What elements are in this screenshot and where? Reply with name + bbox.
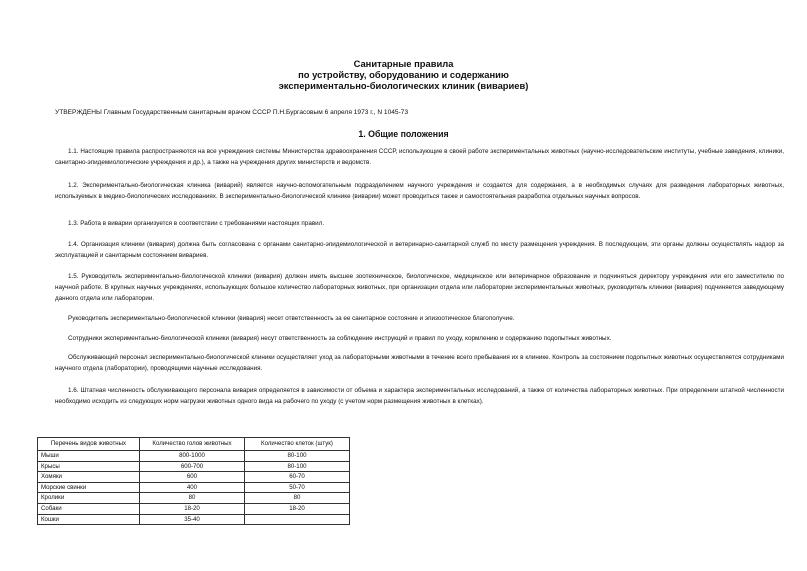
cell-cage-count: 80-100 <box>245 451 350 462</box>
cell-animal-count: 800-1000 <box>140 451 245 462</box>
cell-species: Собаки <box>38 503 140 514</box>
paragraph-service-personnel: Обслуживающий персонал экспериментально-биологической клиники осуществляет уход за лабораторными животными в течение всего пребывания их в клинике. Контроль за состоянием подопытных животных осуществляется сотрудниками научного отдела (лаборатории), проводящими научные исследования. <box>55 354 784 372</box>
animal-norms-table <box>37 437 350 525</box>
cell-species: Морские свинки <box>38 482 140 493</box>
cell-cage-count: 80 <box>245 493 350 504</box>
table-row <box>38 461 350 472</box>
section-title: 1. Общие положения <box>358 129 449 139</box>
cell-animal-count: 80 <box>140 493 245 504</box>
paragraph-staff-responsibility: Сотрудники экспериментально-биологической клиники (вивария) несут ответственность за соблюдение инструкций и правил по уходу, кормлению и содержанию подопытных животных. <box>68 335 612 342</box>
paragraph-1-3: 1.3. Работа в виварии организуется в соответствии с требованиями настоящих правил. <box>68 220 325 227</box>
cell-species: Крысы <box>38 461 140 472</box>
cell-animal-count: 18-20 <box>140 503 245 514</box>
paragraph-1-1: 1.1. Настоящие правила распространяются на все учреждения системы Министерства здравоохранения СССР, использующие в своей работе экспериментальных животных (научно-исследовательские институты, учебные заведения, клиники, санитарно-эпидемиологические учреждения и др.), а также на учреждения других министерств и ведомств. <box>55 148 784 166</box>
approval-line: УТВЕРЖДЕНЫ Главным Государственным санитарным врачом СССР П.Н.Бургасовым 6 апреля 1973 г., N 1045-73 <box>55 109 409 116</box>
cell-animal-count: 35-40 <box>140 514 245 525</box>
cell-species: Кошки <box>38 514 140 525</box>
paragraph-1-6: 1.6. Штатная численность обслуживающего персонала вивария определяется в зависимости от объема и характера экспериментальных исследований, а также от количества лабораторных животных. При определении штатной численности необходимо исходить из следующих норм нагрузки животных одного вида на рабочего по уходу (с учетом норм размещения животных в клетках). <box>55 387 784 405</box>
header-cage-count: Количество клеток (штук) <box>245 438 350 451</box>
paragraph-1-4: 1.4. Организация клиники (вивария) должна быть согласована с органами санитарно-эпидемиологической и ветеринарно-санитарной служб по месту размещения учреждения. В последующем, эти органы должны осуществлять надзор за эксплуатацией и санитарным состоянием вивариев. <box>55 241 784 259</box>
header-animal-count: Количество голов животных <box>140 438 245 451</box>
header-animal-species: Перечень видов животных <box>38 438 140 451</box>
document-title <box>0 58 807 91</box>
cell-cage-count: 60-70 <box>245 472 350 483</box>
title-line-1: Санитарные правила <box>353 58 454 69</box>
cell-animal-count: 600-700 <box>140 461 245 472</box>
paragraph-1-2: 1.2. Экспериментально-биологическая клиника (виварий) является научно-вспомогательным подразделением научного учреждения и создается для содержания, а в необходимых случаях для разведения лабораторных животных, используемых в медико-биологических исследованиях. В экспериментально-биологической клинике (виварии) может проводиться также и самостоятельная разработка отдельных научных вопросов. <box>55 182 784 200</box>
table-row <box>38 503 350 514</box>
cell-species: Хомяки <box>38 472 140 483</box>
cell-cage-count <box>245 514 350 525</box>
table-row <box>38 482 350 493</box>
table-row <box>38 493 350 504</box>
table-row <box>38 451 350 462</box>
cell-species: Кролики <box>38 493 140 504</box>
title-line-2: по устройству, оборудованию и содержанию <box>298 69 509 80</box>
title-line-3: экспериментально-биологических клиник (вивариев) <box>278 80 529 91</box>
paragraph-1-5: 1.5. Руководитель экспериментально-биологической клиники (вивария) должен иметь высшее зоотехническое, биологическое, медицинское или ветеринарное образование и подчиняться директору учреждения или его заместителю по научной работе. В крупных научных учреждениях, использующих большое количество лабораторных животных, при организации отдела или лаборатории экспериментальных животных, руководитель клиники (вивария) подчиняется заведующему данного отдела или лаборатории. <box>55 273 784 302</box>
paragraph-head-responsibility: Руководитель экспериментально-биологической клиники (вивария) несет ответственность за ее санитарное состояние и эпизоотическое благополучие. <box>68 315 515 322</box>
table-row <box>38 514 350 525</box>
table-header-row <box>38 438 350 451</box>
cell-animal-count: 600 <box>140 472 245 483</box>
cell-cage-count: 50-70 <box>245 482 350 493</box>
cell-cage-count: 80-100 <box>245 461 350 472</box>
table-row <box>38 472 350 483</box>
cell-cage-count: 18-20 <box>245 503 350 514</box>
cell-animal-count: 400 <box>140 482 245 493</box>
cell-species: Мыши <box>38 451 140 462</box>
